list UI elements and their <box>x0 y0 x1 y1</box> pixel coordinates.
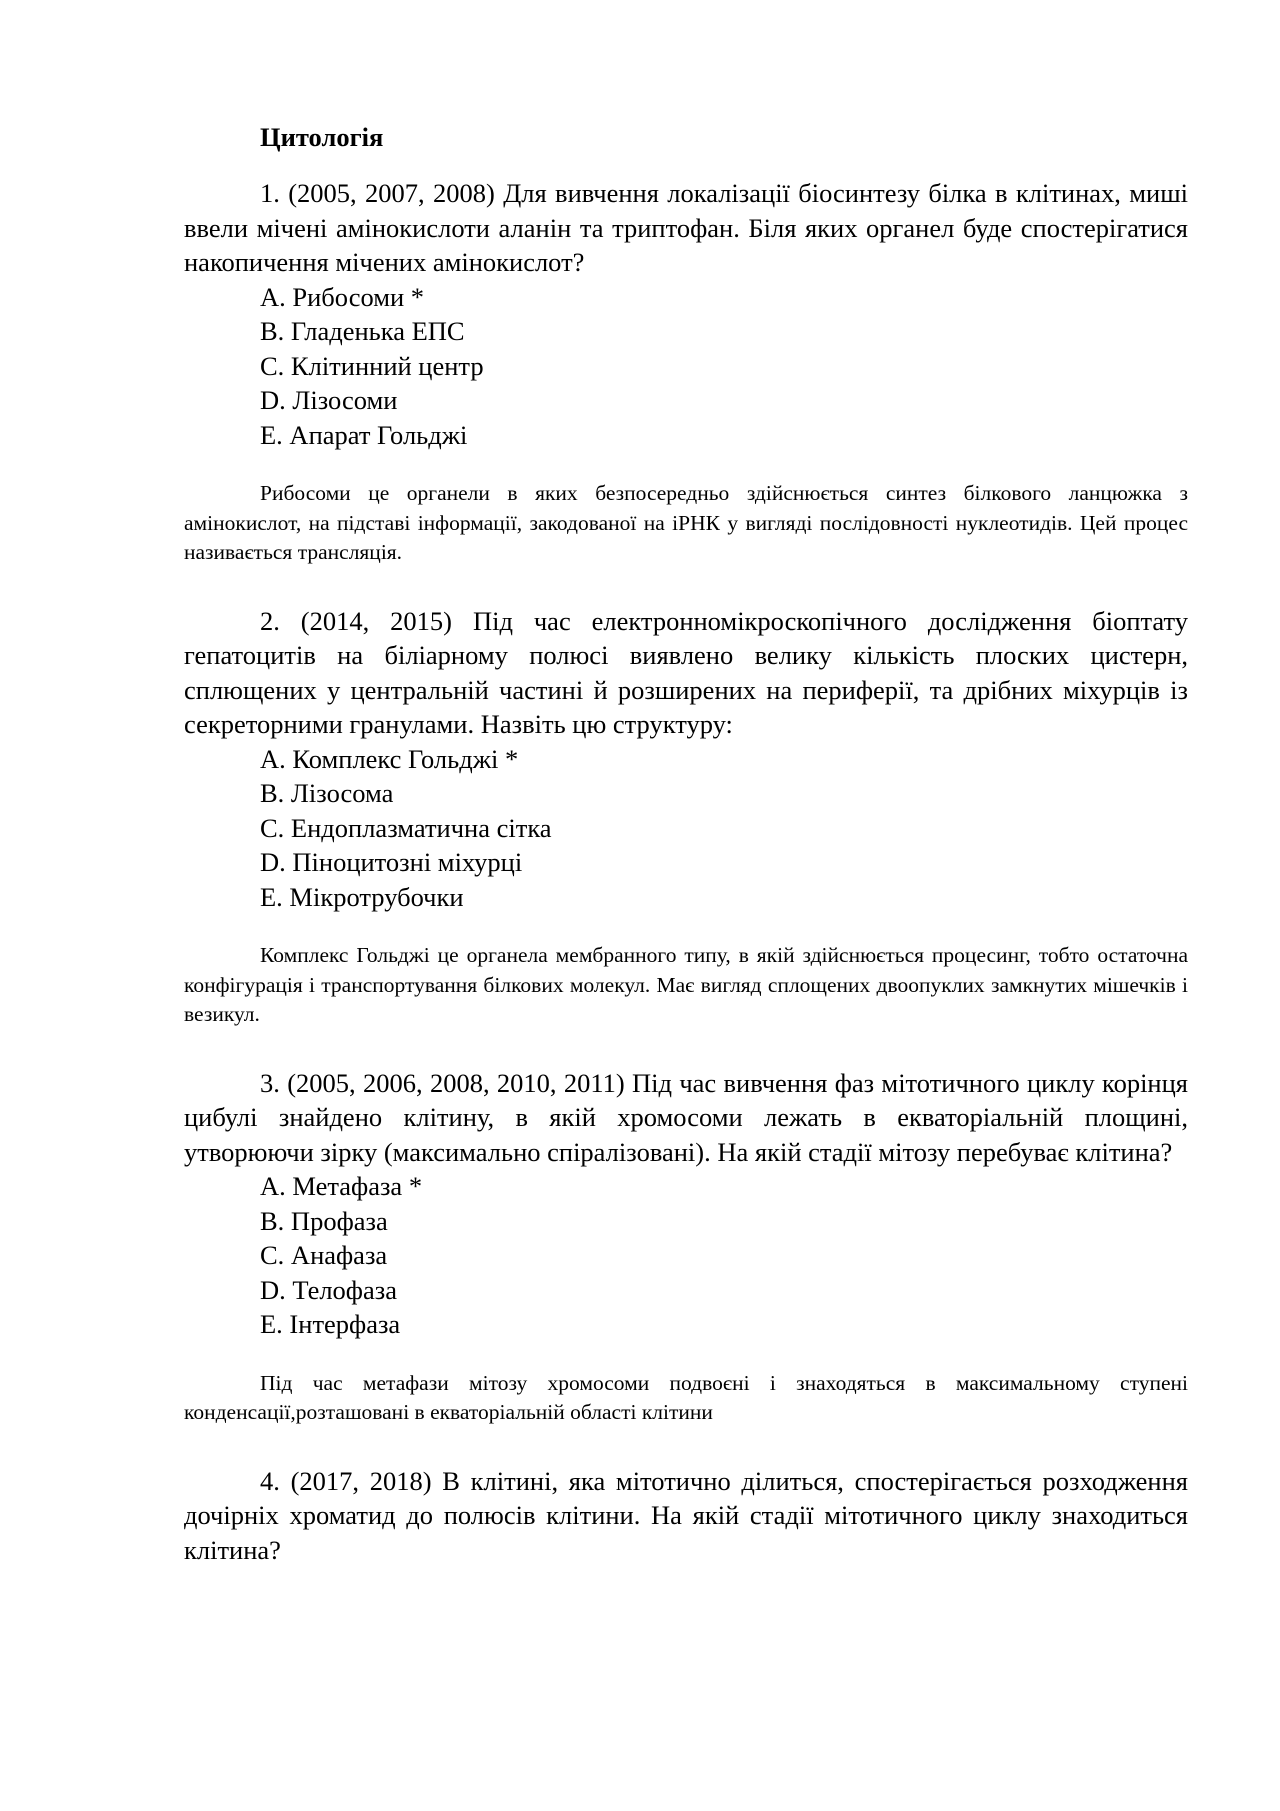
answer-option-a: A. Комплекс Гольджі * <box>260 743 519 774</box>
answer-option-d: D. Телофаза <box>260 1274 397 1305</box>
question-text: 2. (2014, 2015) Під час електронномікроскопічного дослідження біоптату гепатоцитів на біліарному полюсі виявлено велику кількість плоских цистерн, сплющених у центральній частині й розширених на периферії, та дрібних міхурців із секреторними гранулами. Назвіть цю структуру: <box>184 605 1188 739</box>
answer-option-e: E. Апарат Гольджі <box>260 419 468 450</box>
document-page <box>184 120 1188 1567</box>
explanation-text: Комплекс Гольджі це органела мембранного типу, в якій здійснюється процесинг, тобто остаточна конфігурація і транспортування білкових молекул. Має вигляд сплощених двоопуклих замкнутих мішечків і везикул. <box>184 943 1188 1026</box>
question-text: 1. (2005, 2007, 2008) Для вивчення локалізації біосинтезу білка в клітинах, миші ввели мічені амінокислоти аланін та триптофан. Біля яких органел буде спостерігатися накопичення мічених амінокислот? <box>184 178 1188 277</box>
question-block-3 <box>184 1066 1188 1428</box>
explanation-text: Рибосоми це органели в яких безпосередньо здійснюється синтез білкового ланцюжка з амінокислот, на підставі інформації, закодованої на іРНК у вигляді послідовності нуклеотидів. Цей процес називається трансляція. <box>184 481 1188 564</box>
page-title: Цитологія <box>260 122 384 152</box>
answer-option-a: A. Рибосоми * <box>260 281 425 312</box>
question-block-2 <box>184 604 1188 1030</box>
answer-options <box>184 742 1188 915</box>
answer-option-c: C. Клітинний центр <box>260 350 484 381</box>
answer-option-d: D. Лізосоми <box>260 385 398 415</box>
answer-option-e: E. Мікротрубочки <box>260 881 464 912</box>
question-block-4 <box>184 1464 1188 1568</box>
question-text: 3. (2005, 2006, 2008, 2010, 2011) Під час вивчення фаз мітотичного циклу корінця цибулі знайдено клітину, в якій хромосоми лежать в екваторіальній площині, утворюючи зірку (максимально спіралізовані). На якій стадії мітозу перебуває клітина? <box>184 1067 1188 1167</box>
answer-options <box>184 1169 1188 1342</box>
answer-option-b: B. Лізосома <box>260 778 394 808</box>
question-block-1 <box>184 176 1188 568</box>
answer-option-b: B. Гладенька ЕПС <box>260 316 465 346</box>
answer-option-a: A. Метафаза * <box>260 1171 423 1201</box>
explanation-text: Під час метафази мітозу хромосоми подвоєні і знаходяться в максимальному ступені конденсації,розташовані в екваторіальній області клітини <box>184 1370 1188 1424</box>
answer-options <box>184 280 1188 453</box>
answer-option-d: D. Піноцитозні міхурці <box>260 847 523 877</box>
answer-option-c: C. Ендоплазматична сітка <box>260 812 552 843</box>
answer-option-e: E. Інтерфаза <box>260 1309 401 1339</box>
answer-option-c: C. Анафаза <box>260 1240 388 1270</box>
question-text: 4. (2017, 2018) В клітині, яка мітотично ділиться, спостерігається розходження дочірніх хроматид до полюсів клітини. На якій стадії мітотичного циклу знаходиться клітина? <box>184 1465 1188 1565</box>
answer-option-b: B. Профаза <box>260 1205 388 1236</box>
